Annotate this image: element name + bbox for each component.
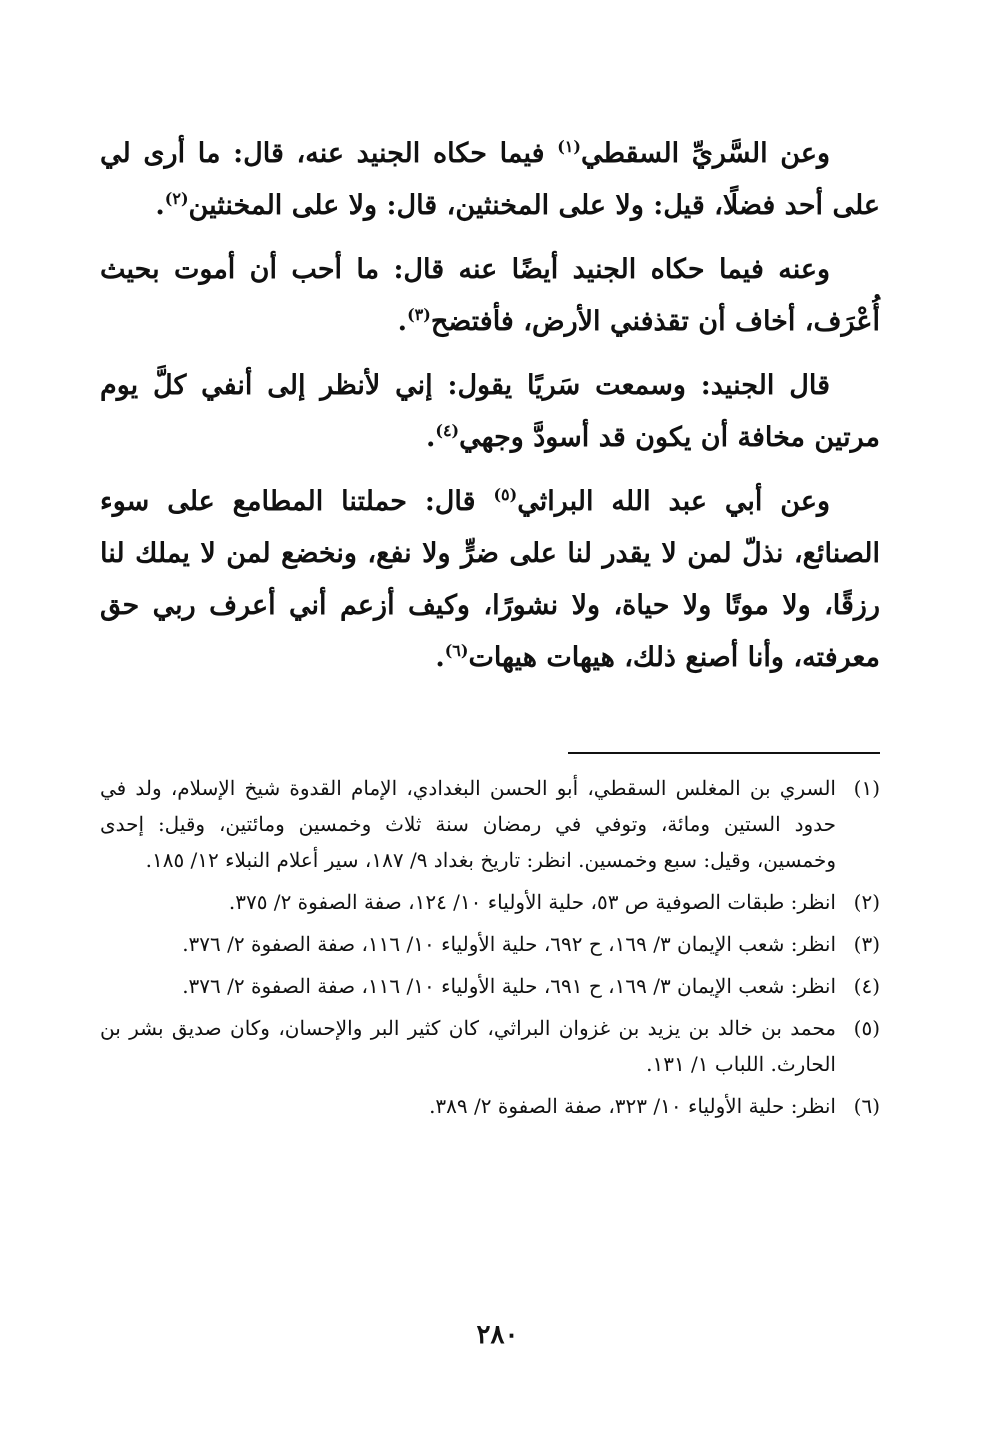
footnote-number: (٢) — [853, 890, 880, 914]
paragraph-text: وعن السَّريِّ السقطي — [580, 138, 830, 169]
footnote-divider — [568, 752, 880, 754]
paragraph-end: . — [425, 422, 436, 453]
footnote-text: انظر: شعب الإيمان ٣/ ١٦٩، ح ٦٩١، حلية الأولياء ١٠/ ١١٦، صفة الصفوة ٢/ ٣٧٦. — [182, 974, 836, 998]
footnote-text: محمد بن خالد بن يزيد بن غزوان البراثي، كان كثير البر والإحسان، وكان صديق بشر بن الحارث. اللباب ١/ ١٣١. — [100, 1016, 836, 1076]
footnote-6 — [100, 1088, 880, 1124]
paragraph-text: قال: حملتنا المطامع على سوء الصنائع، نذلّ لمن لا يقدر لنا على ضرٍّ ولا نفع، ونخضع لمن لا يملك لنا رزقًا، ولا موتًا ولا حياة، ولا نشورًا، وكيف أزعم أني أعرف ربي حق معرفته، وأنا أصنع ذلك، هيهات هيهات — [100, 486, 880, 673]
footnote-number: (٤) — [853, 974, 880, 998]
footnote-text: السري بن المغلس السقطي، أبو الحسن البغدادي، الإمام القدوة شيخ الإسلام، ولد في حدود الستين ومائة، وتوفي في رمضان سنة ثلاث وخمسين ومائتين، وقيل: إحدى وخمسين، وقيل: سبع وخمسين. انظر: تاريخ بغداد ٩/ ١٨٧، سير أعلام النبلاء ١٢/ ١٨٥. — [100, 776, 836, 872]
footnote-number: (٦) — [853, 1094, 880, 1118]
footnote-2 — [100, 884, 880, 920]
paragraph-text: فيما حكاه الجنيد عنه، قال: ما أرى لي على أحد فضلًا، قيل: ولا على المخنثين، قال: ولا على المخنثين — [100, 138, 880, 221]
footnote-ref[interactable]: (٤) — [435, 421, 460, 440]
footnote-ref[interactable]: (٦) — [444, 641, 469, 660]
footnote-number: (٣) — [853, 932, 880, 956]
footnote-4 — [100, 968, 880, 1004]
paragraph-4 — [100, 476, 880, 684]
footnote-ref[interactable]: (١) — [557, 137, 581, 156]
paragraph-end: . — [435, 642, 445, 673]
paragraph-2 — [100, 244, 880, 348]
footnote-3 — [100, 926, 880, 962]
footnote-number: (٥) — [853, 1016, 880, 1040]
footnote-text: انظر: حلية الأولياء ١٠/ ٣٢٣، صفة الصفوة ٢/ ٣٨٩. — [429, 1094, 836, 1118]
footnote-ref[interactable]: (٥) — [493, 485, 518, 504]
page-number: ٢٨٠ — [476, 1320, 519, 1350]
footnote-number: (١) — [853, 776, 880, 800]
footnote-5 — [100, 1010, 880, 1082]
footnote-ref[interactable]: (٢) — [164, 189, 189, 208]
paragraph-3 — [100, 360, 880, 464]
footnote-text: انظر: شعب الإيمان ٣/ ١٦٩، ح ٦٩٢، حلية الأولياء ١٠/ ١١٦، صفة الصفوة ٢/ ٣٧٦. — [182, 932, 836, 956]
paragraph-text: وعن أبي عبد الله البراثي — [517, 486, 830, 517]
footnote-text: انظر: طبقات الصوفية ص ٥٣، حلية الأولياء ١٠/ ١٢٤، صفة الصفوة ٢/ ٣٧٥. — [228, 890, 836, 914]
footnotes — [100, 770, 880, 1130]
paragraph-end: . — [397, 306, 408, 337]
paragraph-text: قال الجنيد: وسمعت سَريًا يقول: إني لأنظر إلى أنفي كلَّ يوم مرتين مخافة أن يكون قد أسودَّ وجهي — [100, 370, 880, 453]
footnote-1 — [100, 770, 880, 878]
paragraph-1 — [100, 128, 880, 232]
footnote-ref[interactable]: (٣) — [407, 305, 431, 324]
main-text — [100, 128, 880, 696]
paragraph-text: وعنه فيما حكاه الجنيد أيضًا عنه قال: ما أحب أن أموت بحيث أُعْرَف، أخاف أن تقذفني الأرض، فأفتضح — [100, 254, 880, 337]
paragraph-end: . — [155, 190, 165, 221]
